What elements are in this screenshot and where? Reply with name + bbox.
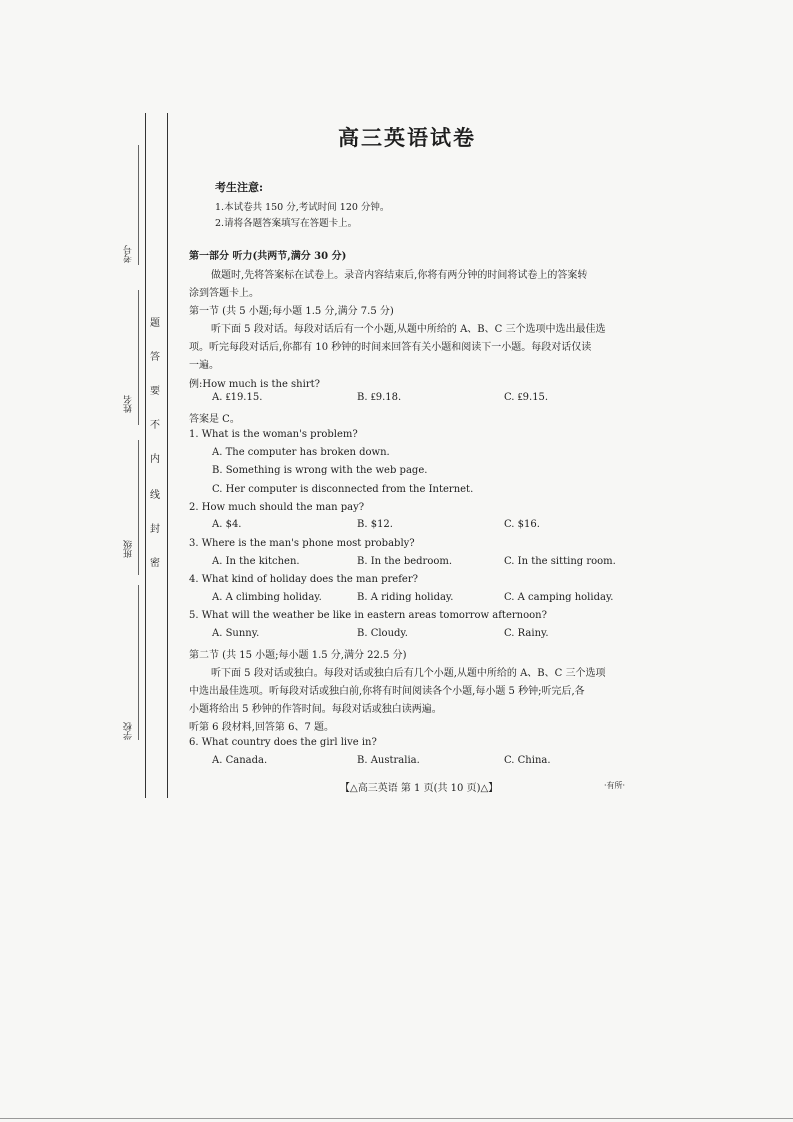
- question-5: 5. What will the weather be like in eastern areas tomorrow afternoon?: [189, 610, 547, 621]
- example-option-a: A. ₤19.15.: [212, 392, 263, 403]
- side-label-class: 班级: [124, 540, 134, 558]
- section1-instruction: 听下面 5 段对话。每段对话后有一个小题,从题中所给的 A、B、C 三个选项中选出最佳选: [211, 324, 606, 335]
- question-2: 2. How much should the man pay?: [189, 502, 365, 513]
- footer-mark: ·有所·: [604, 781, 626, 790]
- seal-char: 线: [150, 490, 160, 501]
- blank-name: [138, 290, 139, 425]
- question-4-option-b: B. A riding holiday.: [357, 592, 454, 603]
- page-title: 高三英语试卷: [338, 125, 476, 150]
- question-1-option-a: A. The computer has broken down.: [212, 447, 390, 458]
- example-question: 例:How much is the shirt?: [189, 379, 320, 390]
- question-3-option-b: B. In the bedroom.: [357, 556, 453, 567]
- question-3: 3. Where is the man's phone most probably?: [189, 538, 415, 549]
- section1-instruction: 一遍。: [189, 360, 219, 371]
- question-5-option-c: C. Rainy.: [504, 628, 549, 639]
- notice-item: 1.本试卷共 150 分,考试时间 120 分钟。: [215, 202, 390, 213]
- question-4: 4. What kind of holiday does the man prefer?: [189, 574, 418, 585]
- question-6: 6. What country does the girl live in?: [189, 737, 377, 748]
- section1-heading: 第一节 (共 5 小题;每小题 1.5 分,满分 7.5 分): [189, 306, 394, 317]
- example-option-b: B. ₤9.18.: [357, 392, 402, 403]
- side-label-kaohao: 考号: [124, 245, 134, 263]
- question-3-option-c: C. In the sitting room.: [504, 556, 616, 567]
- blank-class: [138, 440, 139, 575]
- question-5-option-b: B. Cloudy.: [357, 628, 408, 639]
- part1-intro: 做题时,先将答案标在试卷上。录音内容结束后,你将有两分钟的时间将试卷上的答案转: [211, 270, 588, 281]
- seal-char: 封: [150, 524, 160, 535]
- section2-instruction: 小题将给出 5 秒钟的作答时间。每段对话或独白读两遍。: [189, 704, 442, 715]
- section2-instruction: 听下面 5 段对话或独白。每段对话或独白后有几个小题,从题中所给的 A、B、C 三个选项: [211, 668, 606, 679]
- notice-item: 2.请将各题答案填写在答题卡上。: [215, 218, 358, 229]
- blank-school: [138, 585, 139, 740]
- question-2-option-b: B. $12.: [357, 519, 393, 530]
- margin-line-outer: [145, 113, 146, 798]
- seal-char: 要: [150, 386, 160, 397]
- question-1-option-c: C. Her computer is disconnected from the Internet.: [212, 484, 474, 495]
- side-label-school: 学校: [124, 722, 134, 740]
- seal-char: 不: [150, 420, 160, 431]
- side-label-name: 姓名: [124, 395, 134, 413]
- section1-instruction: 项。听完每段对话后,你都有 10 秒钟的时间来回答有关小题和阅读下一小题。每段对话仅读: [189, 342, 592, 353]
- part1-intro: 涂到答题卡上。: [189, 288, 259, 299]
- question-6-option-a: A. Canada.: [212, 755, 268, 766]
- seal-char: 答: [150, 352, 160, 363]
- question-5-option-a: A. Sunny.: [212, 628, 260, 639]
- question-1: 1. What is the woman's problem?: [189, 429, 358, 440]
- question-1-option-b: B. Something is wrong with the web page.: [212, 465, 428, 476]
- margin-line-inner: [167, 113, 168, 798]
- section2-instruction: 中选出最佳选项。听每段对话或独白前,你将有时间阅读各个小题,每小题 5 秒钟;听完后,各: [189, 686, 585, 697]
- scan-edge: [0, 1118, 793, 1119]
- question-6-option-b: B. Australia.: [357, 755, 420, 766]
- question-4-option-c: C. A camping holiday.: [504, 592, 614, 603]
- section2-heading: 第二节 (共 15 小题;每小题 1.5 分,满分 22.5 分): [189, 650, 407, 661]
- part1-heading: 第一部分 听力(共两节,满分 30 分): [189, 251, 347, 262]
- seal-char: 密: [150, 558, 160, 569]
- page-footer: 【△高三英语 第 1 页(共 10 页)△】: [340, 783, 499, 794]
- example-answer: 答案是 C。: [189, 414, 240, 425]
- question-3-option-a: A. In the kitchen.: [212, 556, 300, 567]
- question-6-option-c: C. China.: [504, 755, 551, 766]
- question-2-option-a: A. $4.: [212, 519, 242, 530]
- question-2-option-c: C. $16.: [504, 519, 540, 530]
- blank-kaohao: [138, 145, 139, 265]
- notice-heading: 考生注意:: [215, 181, 264, 194]
- example-option-c: C. ₤9.15.: [504, 392, 549, 403]
- seal-char: 题: [150, 318, 160, 329]
- question-4-option-a: A. A climbing holiday.: [212, 592, 322, 603]
- material-note: 听第 6 段材料,回答第 6、7 题。: [189, 722, 334, 733]
- seal-char: 内: [150, 454, 160, 465]
